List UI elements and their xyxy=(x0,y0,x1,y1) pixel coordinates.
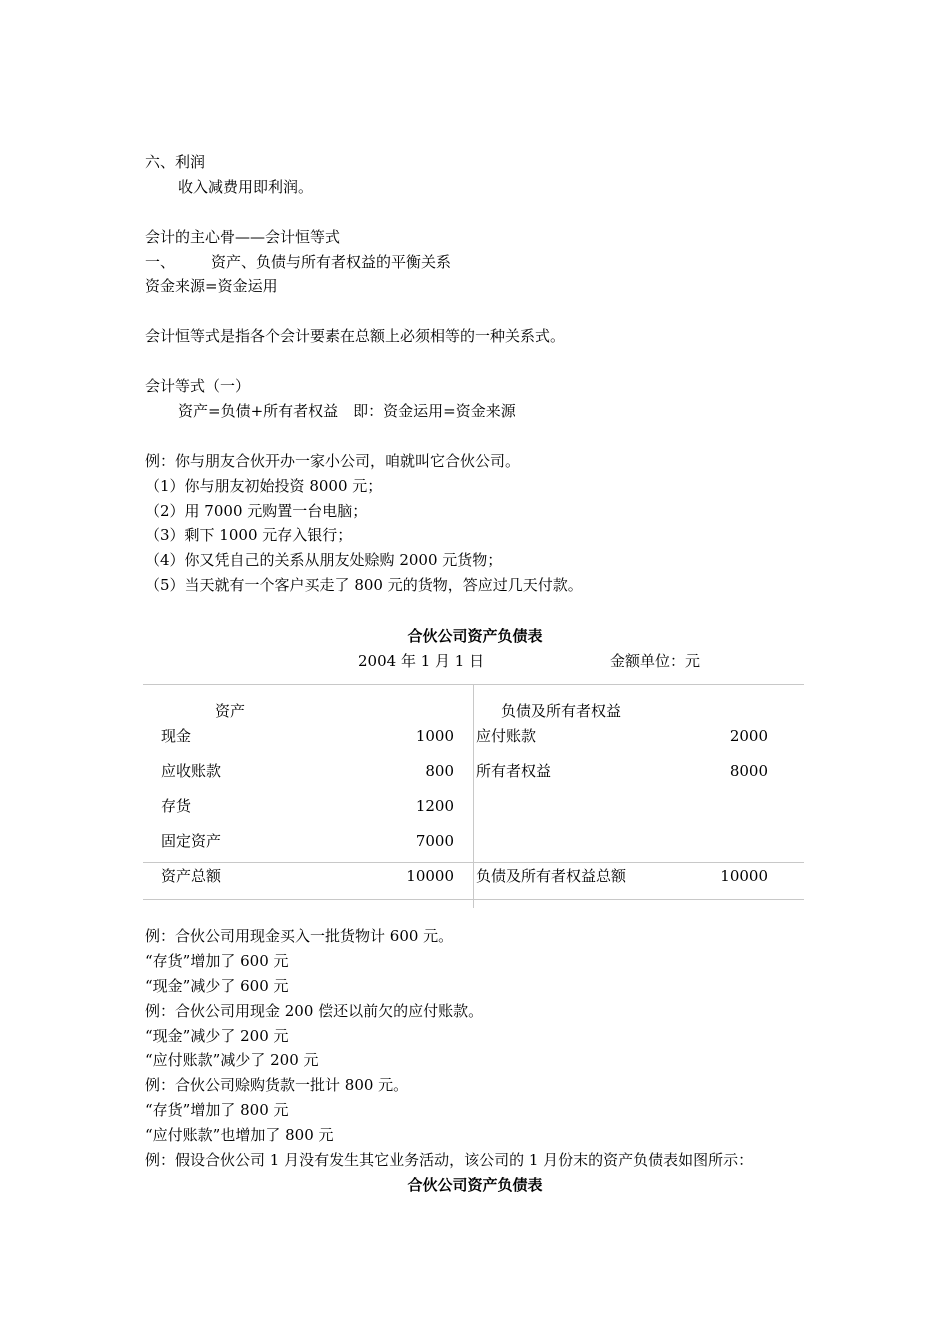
transaction-line: 例：合伙公司赊购货款一批计 800 元。 xyxy=(145,1076,409,1094)
example-item: （3）剩下 1000 元存入银行； xyxy=(145,526,353,544)
example-intro: 例：你与朋友合伙开办一家小公司，咱就叫它合伙公司。 xyxy=(145,452,521,470)
liability-value: 8000 xyxy=(729,762,768,780)
asset-value: 1200 xyxy=(415,797,454,815)
assets-header: 资产 xyxy=(215,702,246,720)
balance-sheet-date: 2004 年 1 月 1 日 xyxy=(358,652,485,670)
table-total-border xyxy=(143,862,804,863)
balance-sheet-title: 合伙公司资产负债表 xyxy=(407,627,543,645)
transaction-line: 例：合伙公司用现金 200 偿还以前欠的应付账款。 xyxy=(145,1002,484,1020)
table-bottom-border xyxy=(143,899,804,900)
assets-total-value: 10000 xyxy=(406,867,454,885)
example-item: （2）用 7000 元购置一台电脑； xyxy=(145,502,368,520)
asset-name: 固定资产 xyxy=(161,832,222,850)
equation-title: 会计等式（一） xyxy=(145,377,251,395)
asset-value: 1000 xyxy=(415,727,454,745)
liabilities-header: 负债及所有者权益 xyxy=(501,702,622,720)
asset-name: 应收账款 xyxy=(161,762,222,780)
transaction-line: “应付账款”也增加了 800 元 xyxy=(145,1126,334,1144)
transaction-line: “现金”减少了 200 元 xyxy=(145,1027,289,1045)
assets-total-label: 资产总额 xyxy=(161,867,222,885)
liability-name: 所有者权益 xyxy=(476,762,552,780)
asset-value: 800 xyxy=(425,762,454,780)
transaction-line: “现金”减少了 600 元 xyxy=(145,977,289,995)
transaction-line: “应付账款”减少了 200 元 xyxy=(145,1051,319,1069)
asset-value: 7000 xyxy=(415,832,454,850)
example-item: （1）你与朋友初始投资 8000 元； xyxy=(145,477,383,495)
point-one-text: 资产、负债与所有者权益的平衡关系 xyxy=(211,253,452,271)
asset-name: 现金 xyxy=(161,727,192,745)
transaction-line: 例：假设合伙公司 1 月没有发生其它业务活动，该公司的 1 月份末的资产负债表如图所示： xyxy=(145,1151,754,1169)
liabilities-total-label: 负债及所有者权益总额 xyxy=(476,867,627,885)
liability-name: 应付账款 xyxy=(476,727,537,745)
transaction-line: “存货”增加了 600 元 xyxy=(145,952,289,970)
liability-value: 2000 xyxy=(729,727,768,745)
table-divider xyxy=(473,684,474,908)
heading: 会计的主心骨——会计恒等式 xyxy=(145,228,341,246)
liabilities-total-value: 10000 xyxy=(720,867,768,885)
balance-sheet-unit: 金额单位：元 xyxy=(610,652,701,670)
fund-relation: 资金来源=资金运用 xyxy=(145,277,278,295)
example-item: （4）你又凭自己的关系从朋友处赊购 2000 元货物； xyxy=(145,551,503,569)
equation: 资产=负债+所有者权益 即：资金运用=资金来源 xyxy=(178,402,516,420)
transaction-line: “存货”增加了 800 元 xyxy=(145,1101,289,1119)
transaction-line: 例：合伙公司用现金买入一批货物计 600 元。 xyxy=(145,927,454,945)
section-text: 收入减费用即利润。 xyxy=(178,178,314,196)
asset-name: 存货 xyxy=(161,797,192,815)
point-one-number: 一、 xyxy=(145,253,176,271)
example-item: （5）当天就有一个客户买走了 800 元的货物，答应过几天付款。 xyxy=(145,576,583,594)
section-title: 六、利润 xyxy=(145,153,206,171)
second-balance-sheet-title: 合伙公司资产负债表 xyxy=(407,1176,543,1194)
definition: 会计恒等式是指各个会计要素在总额上必须相等的一种关系式。 xyxy=(145,327,566,345)
